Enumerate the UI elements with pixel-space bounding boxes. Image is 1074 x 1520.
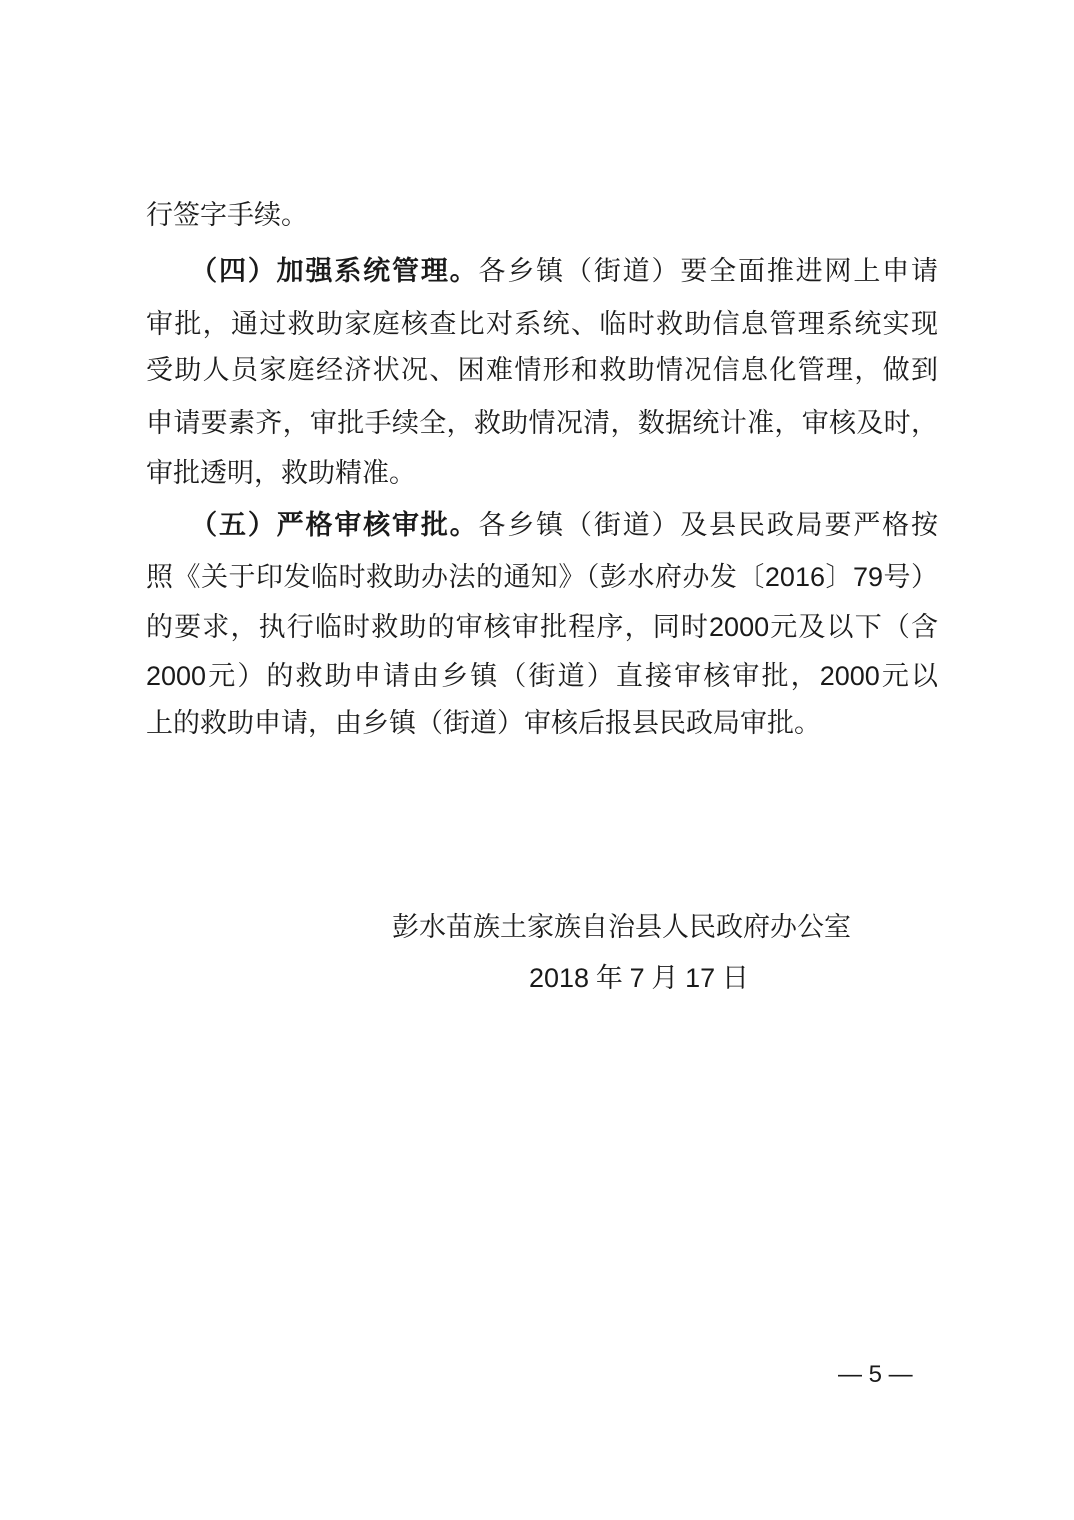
- date-unit: 年: [595, 963, 623, 994]
- body-text: 受助人员家庭经济状况、困难情形和救助情况信息化管理，做到: [146, 355, 938, 386]
- paragraph-5-line-4: [146, 660, 938, 693]
- document-number: 79: [852, 562, 884, 592]
- body-text: 照《关于印发临时救助办法的通知》（彭水府办发〔: [146, 562, 765, 593]
- date-day: 17: [685, 963, 716, 993]
- body-text: 审批透明，救助精准。: [146, 458, 416, 489]
- body-text: 各乡镇（街道）及县民政局要严格按: [478, 510, 939, 541]
- paragraph-3-tail: [146, 200, 308, 232]
- body-text: 上的救助申请，由乡镇（街道）审核后报县民政局审批。: [146, 708, 821, 739]
- amount: 2000: [146, 661, 207, 691]
- date-unit: 日: [721, 963, 749, 994]
- paragraph-5-line-1: [146, 510, 938, 542]
- paragraph-4-line-4: [146, 408, 938, 440]
- body-text: 元及以下（含: [769, 612, 939, 643]
- page-number: — 5 —: [838, 1361, 913, 1388]
- signature-date: [529, 962, 749, 995]
- body-text: 行签字手续。: [146, 200, 308, 231]
- paragraph-5-line-2: [146, 561, 938, 594]
- body-text: 〕: [824, 562, 853, 593]
- section-heading-4: （四）加强系统管理。: [203, 256, 479, 287]
- body-text: 申请要素齐，审批手续全，救助情况清，数据统计准，审核及时，: [146, 408, 938, 439]
- document-year: 2016: [764, 562, 825, 592]
- section-heading-5: （五）严格审核审批。: [203, 510, 479, 541]
- date-year: 2018: [529, 963, 590, 993]
- date-month: 7: [629, 963, 645, 993]
- body-text: 号）: [883, 562, 939, 593]
- date-unit: 月: [651, 963, 679, 994]
- body-text: 的要求，执行临时救助的审核审批程序，同时: [146, 612, 710, 643]
- signature-organization: [392, 912, 851, 944]
- paragraph-4-line-3: [146, 355, 938, 387]
- paragraph-4-line-2: [146, 309, 938, 341]
- body-text: 审批，通过救助家庭核查比对系统、临时救助信息管理系统实现: [146, 309, 938, 340]
- paragraph-4-line-5: [146, 458, 416, 490]
- body-text: 元以: [879, 661, 939, 692]
- amount: 2000: [709, 612, 770, 642]
- paragraph-5-line-3: [146, 611, 938, 644]
- issuing-office: 彭水苗族土家族自治县人民政府办公室: [392, 912, 851, 943]
- amount: 2000: [819, 661, 880, 691]
- paragraph-5-line-5: [146, 708, 821, 740]
- body-text: 各乡镇（街道）要全面推进网上申请: [478, 256, 939, 287]
- body-text: 元）的救助申请由乡镇（街道）直接审核审批，: [206, 661, 820, 692]
- paragraph-4-line-1: [146, 256, 938, 288]
